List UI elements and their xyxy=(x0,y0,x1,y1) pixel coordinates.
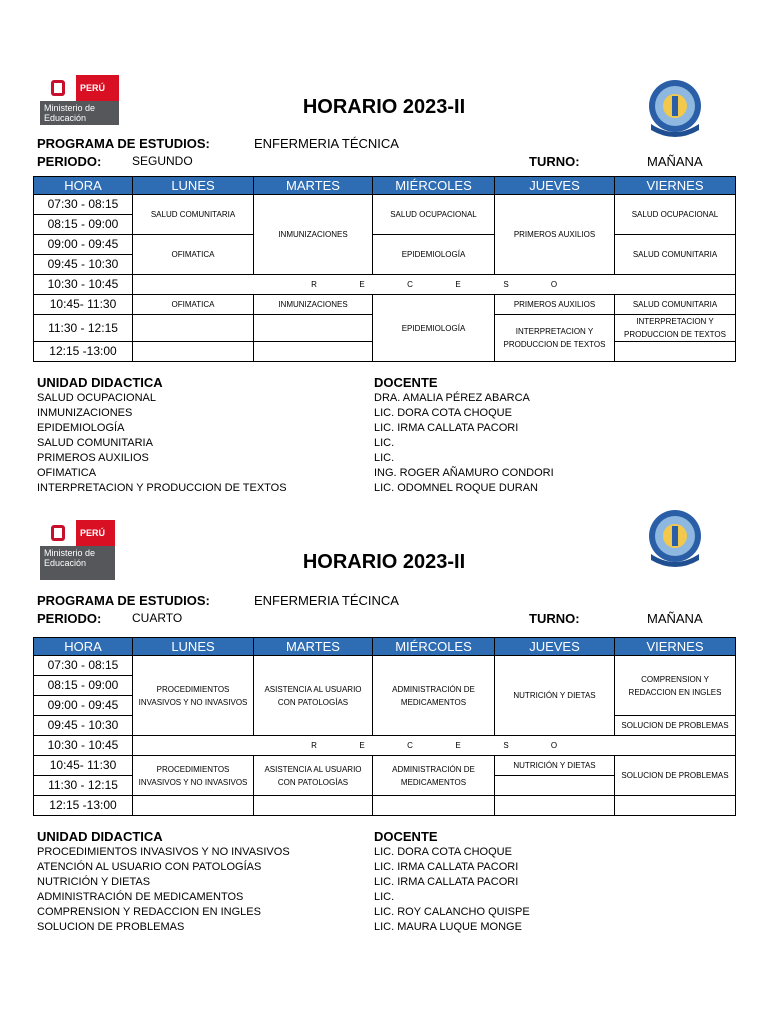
turno-value: MAÑANA xyxy=(647,154,703,169)
programa-label: PROGRAMA DE ESTUDIOS: xyxy=(37,593,210,608)
unidad-list: UNIDAD DIDACTICA PROCEDIMIENTOS INVASIVOS Y NO INVASIVOS ATENCIÓN AL USUARIO CON PATOLOGÍAS NUTRICIÓN Y DIETAS ADMINISTRACIÓN DE MEDICAMENTOS COMPRENSION Y REDACCION EN INGLES SOLUCION DE PROBLEMAS xyxy=(37,829,290,933)
unidad-list: UNIDAD DIDACTICA SALUD OCUPACIONAL INMUNIZACIONES EPIDEMIOLOGÍA SALUD COMUNITARIA PRIMEROS AUXILIOS OFIMATICA INTERPRETACION Y PRODUCCION DE TEXTOS xyxy=(37,375,287,494)
periodo-value: SEGUNDO xyxy=(132,154,193,168)
class-cell: SOLUCION DE PROBLEMAS xyxy=(615,716,736,736)
list-item: LIC. ODOMNEL ROQUE DURAN xyxy=(374,482,539,494)
class-cell: INMUNIZACIONES xyxy=(254,295,373,315)
class-cell: SALUD COMUNITARIA xyxy=(133,195,254,235)
list-item: OFIMATICA xyxy=(37,467,97,479)
turno-label: TURNO: xyxy=(529,154,580,169)
hour-cell: 10:30 - 10:45 xyxy=(34,736,133,756)
list-item: INTERPRETACION Y PRODUCCION DE TEXTOS xyxy=(37,482,287,494)
class-cell: INTERPRETACION Y PRODUCCION DE TEXTOS xyxy=(495,315,615,362)
empty-cell xyxy=(133,796,254,816)
header-hora: HORA xyxy=(34,177,133,195)
programa-label: PROGRAMA DE ESTUDIOS: xyxy=(37,136,210,151)
hour-cell: 10:30 - 10:45 xyxy=(34,275,133,295)
list-item: ATENCIÓN AL USUARIO CON PATOLOGÍAS xyxy=(37,861,262,873)
class-cell: NUTRICIÓN Y DIETAS xyxy=(495,756,615,776)
list-item: PROCEDIMIENTOS INVASIVOS Y NO INVASIVOS xyxy=(37,846,290,858)
header-miercoles: MIÉRCOLES xyxy=(373,638,495,656)
list-item: PRIMEROS AUXILIOS xyxy=(37,452,149,464)
periodo-value: CUARTO xyxy=(132,611,183,625)
list-item: LIC. IRMA CALLATA PACORI xyxy=(374,876,519,888)
hour-cell: 08:15 - 09:00 xyxy=(34,215,133,235)
hour-cell: 07:30 - 08:15 xyxy=(34,195,133,215)
class-cell: SALUD COMUNITARIA xyxy=(615,235,736,275)
class-cell: ASISTENCIA AL USUARIO CON PATOLOGÍAS xyxy=(254,756,373,796)
receso-row: R E C E S O xyxy=(133,736,736,756)
class-cell: ASISTENCIA AL USUARIO CON PATOLOGÍAS xyxy=(254,656,373,736)
docente-list: DOCENTE DRA. AMALIA PÉREZ ABARCA LIC. DORA COTA CHOQUE LIC. IRMA CALLATA PACORI LIC. LIC. ING. ROGER AÑAMURO CONDORI LIC. ODOMNEL ROQUE DURAN xyxy=(374,375,554,494)
class-cell: INMUNIZACIONES xyxy=(254,195,373,275)
list-item: LIC. IRMA CALLATA PACORI xyxy=(374,422,519,434)
header-hora: HORA xyxy=(34,638,133,656)
header-jueves: JUEVES xyxy=(495,638,615,656)
hour-cell: 08:15 - 09:00 xyxy=(34,676,133,696)
docente-list: DOCENTE LIC. DORA COTA CHOQUE LIC. IRMA CALLATA PACORI LIC. IRMA CALLATA PACORI LIC. LIC. ROY CALANCHO QUISPE LIC. MAURA LUQUE MONGE xyxy=(374,829,530,933)
hour-cell: 09:45 - 10:30 xyxy=(34,255,133,275)
list-item: SALUD OCUPACIONAL xyxy=(37,392,156,404)
empty-cell xyxy=(373,796,495,816)
list-item: LIC. MAURA LUQUE MONGE xyxy=(374,921,522,933)
hour-cell: 11:30 - 12:15 xyxy=(34,315,133,342)
header-lunes: LUNES xyxy=(133,177,254,195)
hour-cell: 10:45- 11:30 xyxy=(34,756,133,776)
turno-label: TURNO: xyxy=(529,611,580,626)
list-item: DRA. AMALIA PÉREZ ABARCA xyxy=(374,392,530,404)
hour-cell: 09:45 - 10:30 xyxy=(34,716,133,736)
class-cell: NUTRICIÓN Y DIETAS xyxy=(495,656,615,736)
list-item: SOLUCION DE PROBLEMAS xyxy=(37,921,185,933)
periodo-label: PERIODO: xyxy=(37,611,102,626)
class-cell: PRIMEROS AUXILIOS xyxy=(495,195,615,275)
header-viernes: VIERNES xyxy=(615,638,736,656)
ministry-logo: PERÚ Ministerio de Educación xyxy=(40,520,115,570)
list-item: LIC. xyxy=(374,437,395,449)
list-item: ADMINISTRACIÓN DE MEDICAMENTOS xyxy=(37,891,244,903)
programa-value: ENFERMERIA TÉCNICA xyxy=(254,136,399,151)
class-cell: EPIDEMIOLOGÍA xyxy=(373,295,495,362)
header-martes: MARTES xyxy=(254,177,373,195)
hour-cell: 07:30 - 08:15 xyxy=(34,656,133,676)
list-item: LIC. IRMA CALLATA PACORI xyxy=(374,861,519,873)
list-item: LIC. DORA COTA CHOQUE xyxy=(374,407,512,419)
periodo-label: PERIODO: xyxy=(37,154,102,169)
header-miercoles: MIÉRCOLES xyxy=(373,177,495,195)
header-jueves: JUEVES xyxy=(495,177,615,195)
header-martes: MARTES xyxy=(254,638,373,656)
class-cell: OFIMATICA xyxy=(133,235,254,275)
class-cell: EPIDEMIOLOGÍA xyxy=(373,235,495,275)
class-cell: PROCEDIMIENTOS INVASIVOS Y NO INVASIVOS xyxy=(133,756,254,796)
class-cell: SOLUCION DE PROBLEMAS xyxy=(615,756,736,796)
class-cell: SALUD OCUPACIONAL xyxy=(373,195,495,235)
class-cell: INTERPRETACION Y PRODUCCION DE TEXTOS xyxy=(615,315,736,342)
class-cell: PROCEDIMIENTOS INVASIVOS Y NO INVASIVOS xyxy=(133,656,254,736)
peru-shield-icon xyxy=(48,523,68,543)
page-title: HORARIO 2023-II xyxy=(302,551,466,573)
class-cell: SALUD COMUNITARIA xyxy=(615,295,736,315)
hour-cell: 09:00 - 09:45 xyxy=(34,235,133,255)
hour-cell: 12:15 -13:00 xyxy=(34,796,133,816)
page-title: HORARIO 2023-II xyxy=(302,96,466,118)
list-item: LIC. xyxy=(374,891,395,903)
empty-cell xyxy=(615,796,736,816)
hour-cell: 10:45- 11:30 xyxy=(34,295,133,315)
class-cell: OFIMATICA xyxy=(133,295,254,315)
list-item: COMPRENSION Y REDACCION EN INGLES xyxy=(37,906,261,918)
receso-row: R E C E S O xyxy=(133,275,736,295)
hour-cell: 11:30 - 12:15 xyxy=(34,776,133,796)
class-cell: COMPRENSION Y REDACCION EN INGLES xyxy=(615,656,736,716)
class-cell: ADMINISTRACIÓN DE MEDICAMENTOS xyxy=(373,756,495,796)
list-item: LIC. ROY CALANCHO QUISPE xyxy=(374,906,530,918)
list-item: LIC. DORA COTA CHOQUE xyxy=(374,846,512,858)
header-viernes: VIERNES xyxy=(615,177,736,195)
schedule-table xyxy=(33,637,736,816)
class-cell: SALUD OCUPACIONAL xyxy=(615,195,736,235)
list-item: NUTRICIÓN Y DIETAS xyxy=(37,876,151,888)
list-item: LIC. xyxy=(374,452,395,464)
list-item: SALUD COMUNITARIA xyxy=(37,437,153,449)
header-lunes: LUNES xyxy=(133,638,254,656)
hour-cell: 09:00 - 09:45 xyxy=(34,696,133,716)
hour-cell: 12:15 -13:00 xyxy=(34,342,133,362)
list-item: ING. ROGER AÑAMURO CONDORI xyxy=(374,467,554,479)
ministry-logo: PERÚ Ministerio de Educación xyxy=(40,75,119,125)
empty-cell xyxy=(495,776,615,796)
empty-cell xyxy=(254,796,373,816)
list-item: EPIDEMIOLOGÍA xyxy=(37,422,125,434)
turno-value: MAÑANA xyxy=(647,611,703,626)
programa-value: ENFERMERIA TÉCINCA xyxy=(254,593,399,608)
class-cell: PRIMEROS AUXILIOS xyxy=(495,295,615,315)
list-item: INMUNIZACIONES xyxy=(37,407,133,419)
peru-label: PERÚ xyxy=(76,75,119,101)
empty-cell xyxy=(495,796,615,816)
class-cell: ADMINISTRACIÓN DE MEDICAMENTOS xyxy=(373,656,495,736)
